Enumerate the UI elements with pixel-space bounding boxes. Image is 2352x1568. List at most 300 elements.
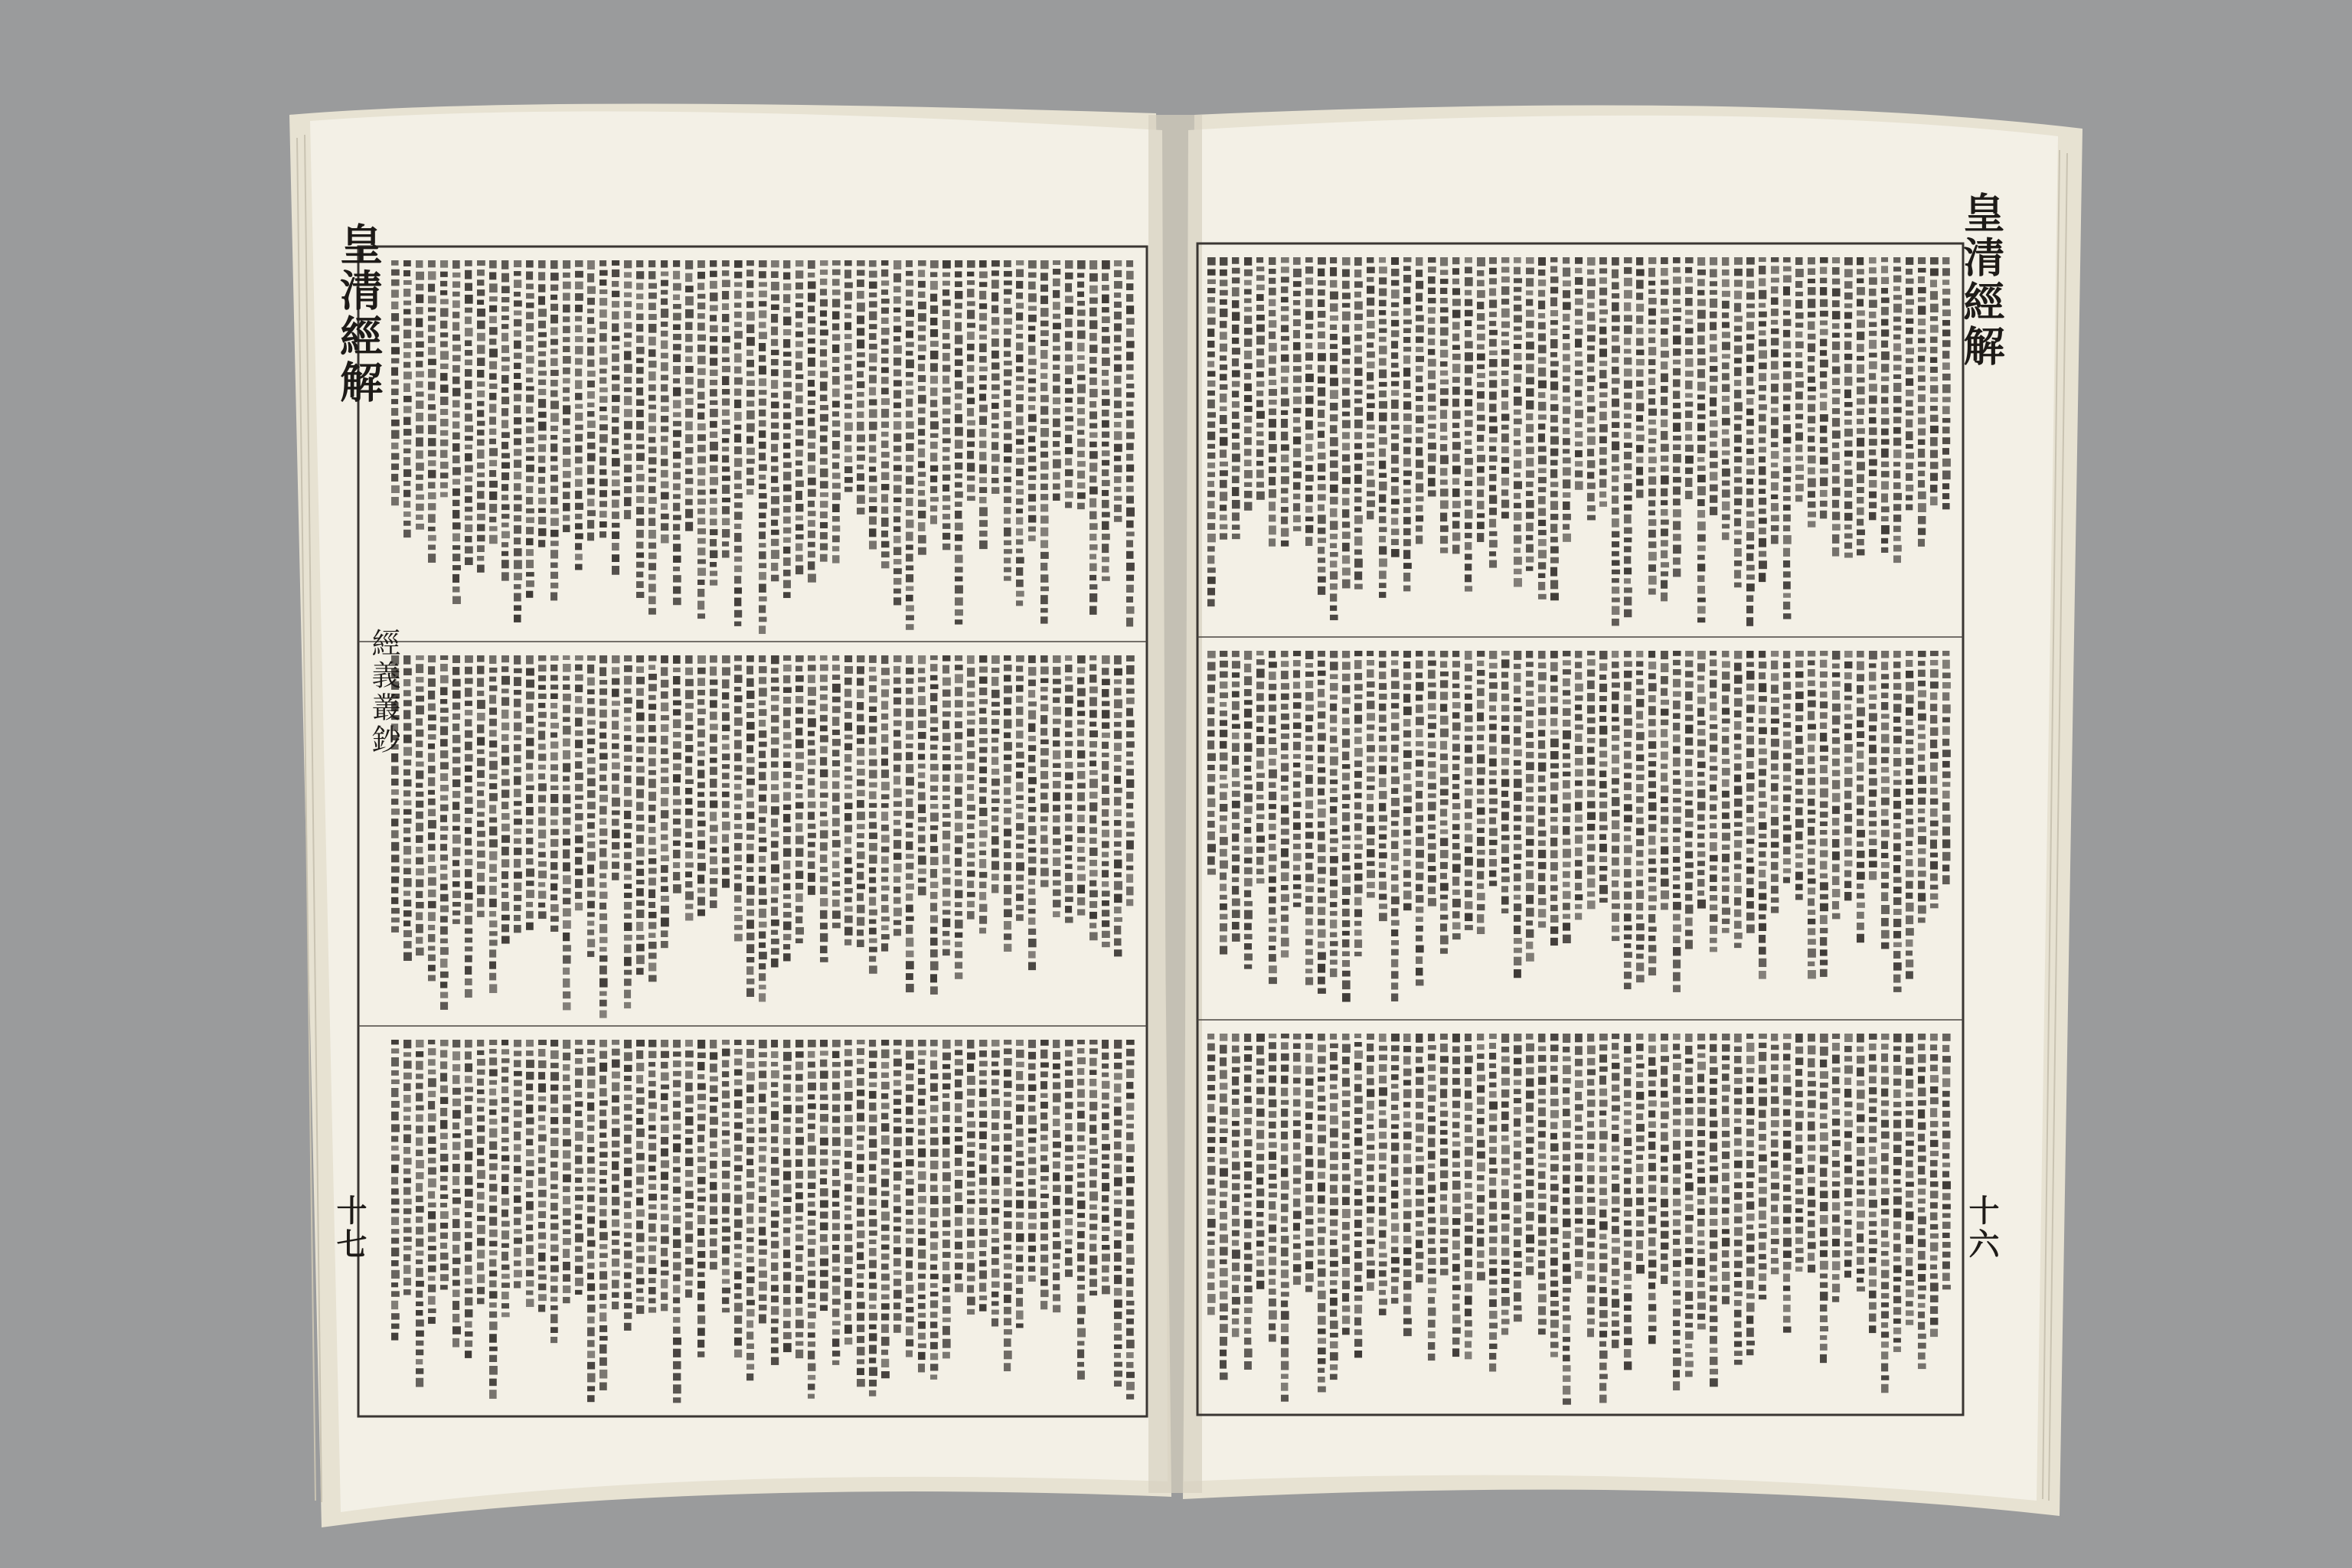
ink-glyph [991, 746, 998, 753]
ink-glyph [440, 472, 448, 479]
ink-glyph [1089, 770, 1098, 775]
ink-glyph [1004, 1295, 1011, 1303]
ink-glyph [832, 1223, 840, 1230]
ink-glyph [440, 655, 448, 660]
ink-glyph [881, 746, 888, 754]
ink-glyph [489, 886, 497, 895]
ink-glyph [734, 1194, 743, 1204]
ink-glyph [906, 1063, 914, 1070]
ink-glyph [1004, 567, 1011, 573]
ink-glyph [771, 1091, 778, 1098]
ink-glyph [1053, 1185, 1061, 1192]
ink-glyph [440, 675, 449, 684]
ink-glyph [526, 272, 533, 280]
ink-glyph [563, 337, 570, 342]
ink-glyph [563, 991, 570, 998]
ink-glyph [661, 1051, 669, 1058]
ink-glyph [612, 861, 619, 868]
ink-glyph [1114, 668, 1122, 676]
ink-glyph [1065, 655, 1072, 661]
ink-glyph [1053, 900, 1061, 907]
ink-glyph [759, 867, 766, 872]
ink-glyph [501, 1076, 508, 1083]
ink-glyph [1126, 769, 1134, 776]
ink-glyph [820, 532, 828, 539]
ink-glyph [612, 281, 619, 287]
ink-glyph [746, 854, 754, 864]
ink-glyph [1016, 1140, 1024, 1147]
ink-glyph [808, 778, 815, 785]
ink-glyph [759, 1240, 767, 1246]
ink-glyph [440, 1253, 448, 1259]
ink-glyph [648, 770, 656, 775]
ink-glyph [1028, 766, 1036, 773]
ink-glyph [501, 1097, 509, 1103]
ink-glyph [967, 1151, 975, 1158]
ink-glyph [550, 475, 558, 482]
ink-glyph [440, 1185, 447, 1191]
ink-glyph [795, 707, 803, 714]
ink-glyph [1126, 1156, 1134, 1163]
ink-glyph [857, 1313, 864, 1321]
ink-glyph [1016, 782, 1024, 792]
ink-glyph [893, 720, 902, 727]
ink-glyph [612, 260, 619, 266]
ink-glyph [979, 904, 987, 912]
ink-glyph [893, 456, 901, 462]
ink-glyph [869, 541, 877, 549]
ink-glyph [1102, 881, 1109, 887]
ink-glyph [452, 545, 460, 550]
ink-glyph [452, 791, 460, 798]
ink-glyph [452, 756, 460, 763]
ink-glyph [599, 479, 608, 486]
ink-glyph [1065, 1070, 1073, 1076]
ink-glyph [942, 1287, 949, 1292]
ink-glyph [428, 394, 435, 400]
ink-glyph [477, 911, 485, 917]
ink-glyph [489, 448, 498, 456]
ink-glyph [759, 1295, 766, 1301]
ink-glyph [1040, 595, 1048, 604]
ink-glyph [942, 1185, 950, 1192]
ink-glyph [955, 711, 962, 717]
ink-glyph [563, 525, 570, 533]
ink-glyph [428, 544, 436, 550]
ink-glyph [1004, 1040, 1011, 1044]
ink-glyph [587, 381, 595, 387]
ink-glyph [403, 289, 410, 297]
ink-glyph [771, 412, 779, 418]
ink-glyph [416, 1114, 423, 1122]
ink-glyph [1004, 655, 1011, 661]
ink-glyph [685, 1289, 692, 1298]
ink-glyph [1126, 841, 1134, 850]
ink-glyph [526, 1270, 534, 1277]
ink-glyph [771, 369, 779, 376]
ink-glyph [746, 371, 754, 377]
ink-glyph [563, 482, 570, 488]
ink-glyph [967, 1252, 974, 1259]
ink-glyph [808, 655, 815, 661]
ink-glyph [869, 1248, 877, 1256]
ink-glyph [575, 491, 582, 499]
ink-glyph [1016, 772, 1023, 779]
ink-glyph [648, 1184, 656, 1190]
ink-glyph [1077, 1155, 1085, 1159]
ink-glyph [991, 1040, 999, 1047]
ink-glyph [979, 699, 988, 704]
ink-glyph [465, 308, 472, 313]
ink-glyph [1040, 350, 1047, 359]
ink-glyph [1065, 873, 1073, 881]
ink-glyph [673, 786, 680, 795]
ink-glyph [1089, 486, 1098, 494]
ink-glyph [820, 1169, 827, 1174]
ink-glyph [1102, 420, 1109, 428]
ink-glyph [881, 835, 890, 842]
ink-glyph [452, 1099, 461, 1106]
ink-glyph [1126, 832, 1135, 837]
ink-glyph [636, 1233, 645, 1242]
ink-glyph [857, 1145, 864, 1151]
ink-glyph [759, 784, 767, 791]
ink-glyph [563, 705, 570, 714]
ink-glyph [673, 378, 680, 384]
ink-glyph [1016, 334, 1023, 338]
ink-glyph [661, 492, 669, 500]
ink-glyph [979, 708, 986, 714]
ink-glyph [1065, 885, 1073, 893]
ink-glyph [1114, 926, 1121, 934]
ink-glyph [1016, 480, 1024, 485]
ink-glyph [550, 904, 559, 912]
ink-glyph [1053, 1063, 1060, 1070]
ink-glyph [808, 371, 815, 376]
ink-glyph [489, 460, 497, 466]
ink-glyph [1040, 395, 1049, 402]
ink-glyph [624, 1323, 632, 1331]
ink-glyph [624, 1125, 632, 1131]
ink-glyph [1114, 917, 1122, 922]
ink-glyph [697, 489, 706, 495]
ink-glyph [673, 567, 680, 571]
ink-glyph [416, 413, 423, 421]
ink-glyph [722, 812, 729, 818]
ink-glyph [575, 655, 583, 661]
ink-glyph [673, 271, 680, 279]
ink-glyph [648, 384, 656, 391]
ink-glyph [575, 730, 583, 736]
ink-glyph [440, 290, 447, 295]
ink-glyph [452, 714, 460, 720]
ink-glyph [416, 868, 424, 875]
ink-glyph [942, 813, 951, 818]
ink-glyph [906, 466, 913, 472]
ink-glyph [538, 296, 545, 305]
ink-glyph [440, 884, 448, 890]
ink-glyph [550, 733, 557, 738]
ink-glyph [1077, 897, 1085, 905]
ink-glyph [955, 743, 962, 753]
ink-glyph [734, 1080, 742, 1086]
ink-glyph [967, 1142, 975, 1147]
ink-glyph [771, 327, 778, 335]
ink-glyph [722, 867, 730, 875]
ink-glyph [477, 535, 485, 541]
ink-glyph [808, 1158, 815, 1167]
ink-glyph [991, 292, 998, 302]
ink-glyph [857, 1209, 864, 1217]
ink-glyph [759, 332, 767, 339]
ink-glyph [550, 508, 559, 514]
ink-glyph [722, 446, 729, 451]
ink-glyph [526, 890, 534, 898]
ink-glyph [673, 1240, 681, 1248]
ink-glyph [428, 514, 436, 522]
ink-glyph [771, 1190, 779, 1197]
ink-glyph [759, 502, 767, 508]
ink-glyph [820, 414, 828, 422]
ink-glyph [857, 1242, 864, 1248]
ink-glyph [624, 852, 632, 859]
ink-glyph [477, 713, 485, 720]
ink-glyph [979, 394, 986, 400]
ink-glyph [648, 827, 655, 833]
ink-glyph [918, 1250, 926, 1259]
ink-glyph [636, 1040, 645, 1047]
ink-glyph [844, 423, 853, 431]
ink-glyph [465, 536, 472, 542]
ink-glyph [832, 1190, 839, 1197]
ink-glyph [685, 309, 694, 318]
ink-glyph [587, 1328, 595, 1337]
ink-glyph [1065, 388, 1073, 394]
ink-glyph [526, 902, 533, 907]
ink-glyph [1004, 852, 1011, 858]
ink-glyph [820, 382, 828, 391]
ink-glyph [661, 459, 668, 466]
ink-glyph [808, 327, 815, 335]
ink-glyph [759, 563, 766, 568]
ink-glyph [1053, 354, 1060, 361]
ink-glyph [1053, 1093, 1061, 1102]
ink-glyph [673, 1361, 681, 1370]
ink-glyph [550, 530, 559, 537]
ink-glyph [673, 655, 681, 664]
ink-glyph [893, 1313, 902, 1321]
ink-glyph [1028, 446, 1036, 452]
ink-glyph [489, 774, 498, 779]
ink-glyph [465, 485, 472, 492]
ink-glyph [734, 524, 741, 529]
ink-glyph [906, 1073, 913, 1080]
ink-glyph [746, 1320, 753, 1328]
ink-glyph [771, 456, 778, 462]
ink-glyph [1114, 1119, 1122, 1125]
ink-glyph [501, 505, 510, 511]
ink-glyph [955, 1180, 962, 1188]
ink-glyph [526, 794, 533, 803]
ink-glyph [661, 680, 668, 688]
ink-glyph [808, 1124, 815, 1129]
ink-glyph [1016, 893, 1024, 901]
ink-glyph [832, 910, 841, 919]
ink-glyph [844, 836, 851, 844]
ink-glyph [710, 1238, 717, 1246]
ink-glyph [906, 321, 913, 327]
ink-glyph [893, 260, 901, 270]
ink-glyph [1089, 534, 1096, 541]
ink-glyph [648, 725, 656, 732]
ink-glyph [734, 1112, 742, 1119]
ink-glyph [955, 370, 962, 377]
ink-glyph [612, 417, 619, 423]
ink-glyph [477, 472, 485, 477]
ink-glyph [869, 1313, 877, 1321]
ink-glyph [783, 506, 791, 513]
ink-glyph [832, 1234, 840, 1241]
ink-glyph [452, 388, 460, 397]
ink-glyph [771, 508, 779, 516]
ink-glyph [685, 1170, 693, 1177]
ink-glyph [979, 507, 988, 516]
ink-glyph [906, 708, 913, 717]
ink-glyph [538, 1167, 545, 1174]
ink-glyph [514, 615, 521, 622]
ink-glyph [722, 466, 730, 472]
ink-glyph [918, 763, 926, 768]
ink-glyph [465, 1351, 472, 1358]
ink-glyph [1028, 917, 1035, 924]
ink-glyph [930, 834, 937, 842]
ink-glyph [734, 493, 743, 498]
ink-glyph [575, 868, 583, 875]
ink-glyph [710, 477, 718, 485]
ink-glyph [636, 700, 643, 709]
ink-glyph [771, 1348, 779, 1354]
ink-glyph [440, 916, 448, 922]
ink-glyph [599, 1262, 606, 1267]
ink-glyph [636, 367, 644, 374]
ink-glyph [624, 444, 632, 450]
ink-glyph [673, 556, 681, 563]
ink-glyph [587, 698, 595, 704]
ink-glyph [440, 959, 448, 968]
ink-glyph [734, 557, 742, 562]
ink-glyph [1102, 410, 1109, 416]
ink-glyph [440, 905, 449, 912]
ink-glyph [795, 555, 803, 562]
ink-glyph [759, 310, 766, 318]
ink-glyph [697, 508, 705, 514]
ink-glyph [1053, 333, 1060, 342]
ink-glyph [538, 1283, 546, 1290]
ink-glyph [612, 1106, 619, 1115]
ink-glyph [906, 1219, 913, 1225]
ink-glyph [857, 361, 865, 367]
ink-glyph [1065, 793, 1072, 801]
ink-glyph [808, 1062, 815, 1068]
ink-glyph [820, 1246, 828, 1254]
ink-glyph [428, 1148, 436, 1154]
ink-glyph [636, 542, 643, 549]
ink-glyph [820, 867, 828, 872]
ink-glyph [783, 922, 792, 930]
ink-glyph [1089, 1223, 1097, 1230]
ink-glyph [636, 271, 644, 279]
ink-glyph [648, 1278, 656, 1283]
ink-glyph [697, 1351, 704, 1357]
ink-glyph [808, 542, 815, 547]
ink-glyph [624, 935, 632, 941]
ink-glyph [514, 483, 521, 491]
ink-glyph [550, 1214, 558, 1219]
ink-glyph [550, 1297, 557, 1302]
ink-glyph [685, 871, 692, 877]
ink-glyph [844, 754, 851, 763]
ink-glyph [489, 695, 496, 704]
ink-glyph [599, 903, 606, 910]
ink-glyph [575, 434, 583, 442]
ink-glyph [795, 893, 803, 902]
ink-glyph [1114, 1323, 1122, 1331]
ink-glyph [930, 376, 938, 384]
ink-glyph [624, 970, 632, 975]
ink-glyph [636, 313, 643, 320]
ink-glyph [906, 1040, 913, 1047]
ink-glyph [587, 371, 596, 377]
ink-glyph [795, 883, 803, 890]
ink-glyph [1126, 1269, 1133, 1274]
ink-glyph [624, 1115, 632, 1121]
ink-glyph [955, 835, 963, 843]
ink-glyph [673, 503, 680, 511]
ink-glyph [440, 1120, 447, 1129]
ink-glyph [538, 488, 545, 494]
ink-glyph [771, 550, 779, 559]
ink-glyph [1040, 1123, 1048, 1131]
ink-glyph [734, 1133, 742, 1141]
ink-glyph [452, 667, 459, 675]
ink-glyph [612, 479, 620, 486]
ink-glyph [440, 419, 449, 426]
ink-glyph [477, 1159, 485, 1166]
ink-glyph [869, 1293, 877, 1301]
ink-glyph [624, 902, 632, 910]
ink-glyph [624, 497, 632, 506]
ink-glyph [881, 905, 889, 913]
ink-glyph [526, 1117, 534, 1124]
ink-glyph [489, 1250, 497, 1256]
ink-glyph [477, 1250, 485, 1258]
ink-glyph [1089, 442, 1097, 447]
ink-glyph [697, 1272, 704, 1277]
ink-glyph [661, 1104, 668, 1112]
ink-glyph [857, 702, 864, 710]
ink-glyph [881, 1148, 890, 1155]
ink-glyph [1053, 781, 1060, 789]
ink-glyph [440, 664, 448, 671]
ink-glyph [575, 1278, 583, 1286]
ink-glyph [722, 366, 730, 372]
ink-glyph [844, 394, 852, 400]
ink-glyph [881, 299, 890, 304]
ink-glyph [955, 281, 962, 287]
ink-glyph [1126, 1309, 1134, 1315]
ink-glyph [955, 962, 962, 969]
ink-glyph [783, 1272, 791, 1280]
